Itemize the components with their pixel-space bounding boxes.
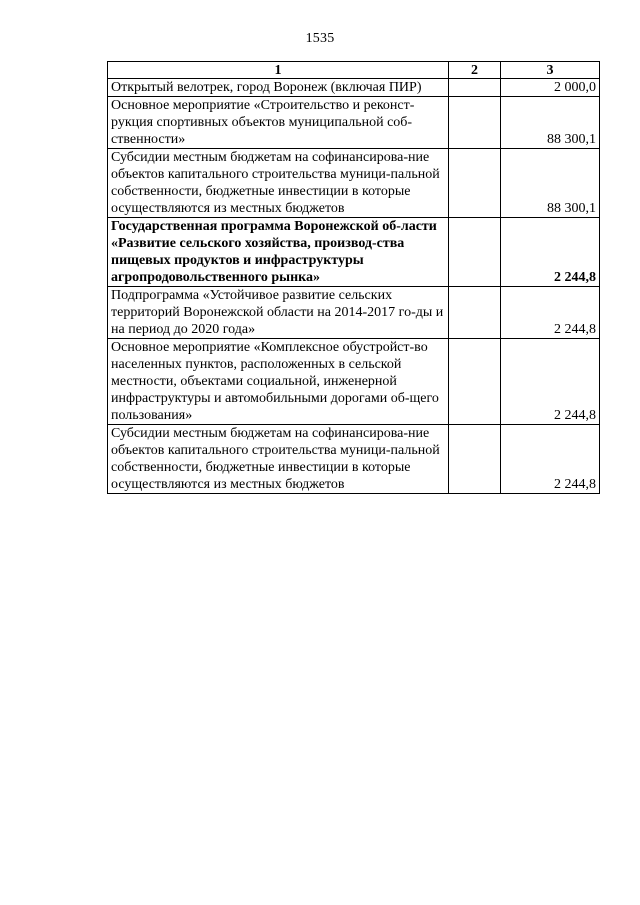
table-row (108, 287, 600, 339)
row-code-cell (449, 218, 501, 287)
row-name-cell: Субсидии местным бюджетам на софинансирова-ние объектов капитального строительства муници-пальной собственности, бюджетные инвестиции в которые осуществляются из местных бюджетов (108, 149, 449, 218)
column-header-name: 1 (108, 62, 449, 79)
table-row (108, 149, 600, 218)
table-row (108, 218, 600, 287)
row-name-cell: Открытый велотрек, город Воронеж (включая ПИР) (108, 79, 449, 97)
row-code-cell (449, 339, 501, 425)
row-amount-cell: 2 244,8 (501, 339, 600, 425)
budget-table (107, 61, 600, 494)
row-name-cell: Основное мероприятие «Строительство и реконст-рукция спортивных объектов муниципальной соб-ственности» (108, 97, 449, 149)
column-header-code: 2 (449, 62, 501, 79)
row-code-cell (449, 97, 501, 149)
row-amount-cell: 88 300,1 (501, 97, 600, 149)
row-code-cell (449, 425, 501, 494)
row-amount-cell: 2 244,8 (501, 218, 600, 287)
table-row (108, 425, 600, 494)
column-header-amount: 3 (501, 62, 600, 79)
row-code-cell (449, 287, 501, 339)
table-row (108, 339, 600, 425)
table-row (108, 97, 600, 149)
row-amount-cell: 2 244,8 (501, 287, 600, 339)
row-code-cell (449, 79, 501, 97)
row-name-cell: Подпрограмма «Устойчивое развитие сельских территорий Воронежской области на 2014-2017 го-ды и на период до 2020 года» (108, 287, 449, 339)
row-code-cell (449, 149, 501, 218)
table-row (108, 79, 600, 97)
row-amount-cell: 88 300,1 (501, 149, 600, 218)
row-name-cell: Субсидии местным бюджетам на софинансирова-ние объектов капитального строительства муници-пальной собственности, бюджетные инвестиции в которые осуществляются из местных бюджетов (108, 425, 449, 494)
row-amount-cell: 2 244,8 (501, 425, 600, 494)
row-name-cell: Основное мероприятие «Комплексное обустройст-во населенных пунктов, расположенных в сельской местности, объектами социальной, инженерной инфраструктуры и автомобильными дорогами об-щего пользования» (108, 339, 449, 425)
row-amount-cell: 2 000,0 (501, 79, 600, 97)
page-number: 1535 (305, 31, 335, 46)
row-name-cell: Государственная программа Воронежской об-ласти «Развитие сельского хозяйства, производ-ства пищевых продуктов и инфраструктуры агропродовольственного рынка» (108, 218, 449, 287)
table-header-row (108, 62, 600, 79)
